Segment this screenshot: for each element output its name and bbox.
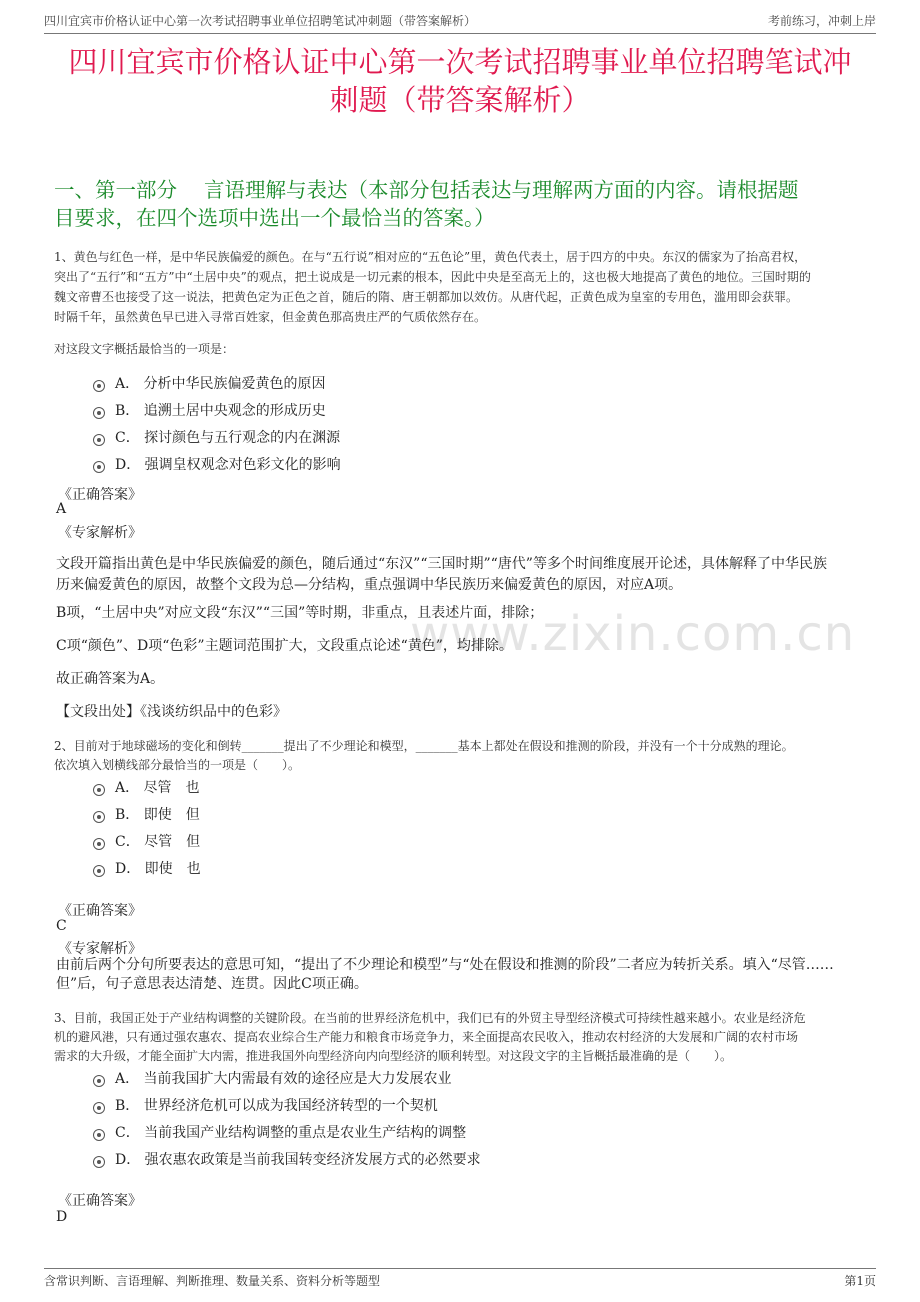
q3-answer-label: 《正确答案》 — [58, 1193, 142, 1209]
page-title-line1: 四川宜宾市价格认证中心第一次考试招聘事业单位招聘笔试冲 — [68, 45, 852, 79]
watermark: www.zixin.com.cn — [410, 606, 856, 662]
footer-note: 含常识判断、言语理解、判断推理、数量关系、资料分析等题型 — [44, 1274, 381, 1288]
q1-answer: A — [56, 501, 67, 517]
q1-analysis-line: 历来偏爱黄色的原因，故整个文段为总—分结构，重点强调中华民族历来偏爱黄色的原因，对应A项。 — [56, 577, 683, 593]
radio-icon[interactable] — [93, 1129, 105, 1141]
page-number: 第1页 — [844, 1274, 876, 1288]
q2-text-line: 依次填入划横线部分最恰当的一项是（ ）。 — [54, 758, 301, 772]
q1-analysis-label: 《专家解析》 — [58, 525, 142, 541]
q1-source: 【文段出处】《浅谈纺织品中的色彩》 — [56, 704, 287, 720]
footer-divider — [44, 1268, 876, 1269]
q1-text-line: 魏文帝曹丕也接受了这一说法，把黄色定为正色之首，随后的隋、唐王朝都加以效仿。从唐代起，正黄色成为皇室的专用色，滥用即会获罪。 — [54, 290, 799, 304]
q3-text-line: 3、目前，我国正处于产业结构调整的关键阶段。在当前的世界经济危机中，我们已有的外贸主导型经济模式可持续性越来越小。农业是经济危 — [54, 1011, 806, 1025]
radio-icon[interactable] — [93, 811, 105, 823]
page-title-line2: 刺题（带答案解析） — [329, 83, 591, 117]
q3-option-c[interactable]: C． 当前我国产业结构调整的重点是农业生产结构的调整 — [93, 1122, 466, 1142]
q3-answer: D — [56, 1209, 68, 1225]
q1-analysis-line: C项“颜色”、D项“色彩”主题词范围扩大，文段重点论述“黄色”，均排除。 — [56, 638, 513, 654]
radio-icon[interactable] — [93, 865, 105, 877]
q1-text-line: 突出了“五行”和“五方”中“土居中央”的观点，把土说成是一切元素的根本，因此中央是至高无上的，这也极大地提高了黄色的地位。三国时期的 — [54, 270, 811, 284]
q1-option-a[interactable]: A． 分析中华民族偏爱黄色的原因 — [93, 373, 326, 393]
q2-answer: C — [56, 918, 67, 934]
q1-analysis-line: 故正确答案为A。 — [56, 671, 165, 687]
q1-option-c[interactable]: C． 探讨颜色与五行观念的内在渊源 — [93, 427, 340, 447]
q1-analysis-line: 文段开篇指出黄色是中华民族偏爱的颜色，随后通过“东汉”“三国时期”“唐代”等多个时间维度展开论述，具体解释了中华民族 — [56, 556, 827, 572]
radio-icon[interactable] — [93, 1156, 105, 1168]
q1-text-line: 时隔千年，虽然黄色早已进入寻常百姓家，但金黄色那高贵庄严的气质依然存在。 — [54, 310, 487, 324]
q1-prompt: 对这段文字概括最恰当的一项是： — [54, 342, 235, 356]
q2-option-b[interactable]: B． 即使 但 — [93, 804, 200, 824]
q2-text-line: 2、目前对于地球磁场的变化和倒转_______提出了不少理论和模型，_______基本上都处在假设和推测的阶段，并没有一个十分成熟的理论。 — [54, 739, 794, 753]
radio-icon[interactable] — [93, 461, 105, 473]
section-heading-line2: 目要求，在四个选项中选出一个最恰当的答案。） — [54, 206, 495, 230]
q2-analysis-line: 但”后，句子意思表达清楚、连贯。因此C项正确。 — [56, 976, 368, 992]
radio-icon[interactable] — [93, 407, 105, 419]
q2-answer-label: 《正确答案》 — [58, 903, 142, 919]
radio-icon[interactable] — [93, 1075, 105, 1087]
radio-icon[interactable] — [93, 838, 105, 850]
q3-text-line: 需求的大升级，才能全面扩大内需，推进我国外向型经济向内向型经济的顺利转型。对这段文字的主旨概括最准确的是（ ）。 — [54, 1049, 733, 1063]
radio-icon[interactable] — [93, 1102, 105, 1114]
q3-option-d[interactable]: D． 强农惠农政策是当前我国转变经济发展方式的必然要求 — [93, 1149, 481, 1169]
header-divider — [44, 33, 876, 34]
q2-analysis-line: 由前后两个分句所要表达的意思可知，“提出了不少理论和模型”与“处在假设和推测的阶段”二者应为转折关系。填入“尽管…… — [56, 957, 834, 973]
q2-option-a[interactable]: A． 尽管 也 — [93, 777, 200, 797]
q2-option-d[interactable]: D． 即使 也 — [93, 858, 201, 878]
header-slogan: 考前练习，冲刺上岸 — [767, 14, 876, 28]
q3-option-a[interactable]: A． 当前我国扩大内需最有效的途径应是大力发展农业 — [93, 1068, 452, 1088]
q1-option-d[interactable]: D． 强调皇权观念对色彩文化的影响 — [93, 454, 341, 474]
q1-option-b[interactable]: B． 追溯土居中央观念的形成历史 — [93, 400, 326, 420]
q1-analysis-line: B项，“土居中央”对应文段“东汉”“三国”等时期，非重点，且表述片面，排除； — [56, 605, 544, 621]
q2-analysis-label: 《专家解析》 — [58, 941, 142, 957]
q3-option-b[interactable]: B． 世界经济危机可以成为我国经济转型的一个契机 — [93, 1095, 438, 1115]
radio-icon[interactable] — [93, 784, 105, 796]
q1-answer-label: 《正确答案》 — [58, 487, 142, 503]
q3-text-line: 机的避风港，只有通过强农惠农、提高农业综合生产能力和粮食市场竞争力，来全面提高农民收入，推动农村经济的大发展和广阔的农村市场 — [54, 1030, 799, 1044]
radio-icon[interactable] — [93, 434, 105, 446]
q2-option-c[interactable]: C． 尽管 但 — [93, 831, 200, 851]
radio-icon[interactable] — [93, 380, 105, 392]
header-doc-title: 四川宜宾市价格认证中心第一次考试招聘事业单位招聘笔试冲刺题（带答案解析） — [44, 14, 477, 28]
section-heading-line1: 一、第一部分 言语理解与表达（本部分包括表达与理解两方面的内容。请根据题 — [54, 178, 799, 202]
q1-text-line: 1、黄色与红色一样，是中华民族偏爱的颜色。在与“五行说”相对应的“五色论”里，黄色代表土，居于四方的中央。东汉的儒家为了抬高君权， — [54, 250, 807, 264]
